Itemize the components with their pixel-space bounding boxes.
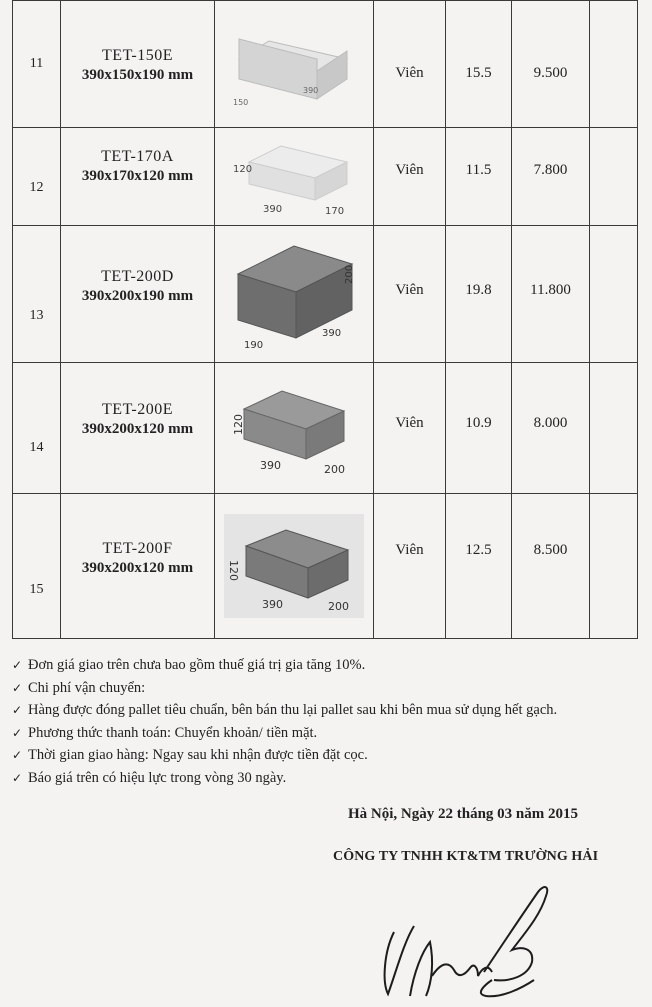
check-icon: ✓ <box>12 658 23 672</box>
note <box>590 1 638 128</box>
note <box>590 494 638 639</box>
product-image-cell <box>215 226 374 363</box>
table-row <box>13 494 638 639</box>
svg-text:120: 120 <box>227 560 240 581</box>
weight: 10.9 <box>446 363 512 494</box>
signature-image <box>374 872 574 1002</box>
table-row <box>13 363 638 494</box>
row-number: 14 <box>13 363 61 494</box>
check-icon: ✓ <box>12 770 23 785</box>
price-table-wrapper <box>12 0 638 638</box>
svg-text:200: 200 <box>344 264 355 284</box>
brick-image <box>224 514 364 618</box>
product-cell <box>61 494 215 639</box>
unit-price: 9.500 <box>512 1 590 128</box>
table-row <box>13 226 638 363</box>
product-dimensions: 390x200x190 mm <box>81 288 194 304</box>
product-dimensions: 390x170x120 mm <box>81 168 194 184</box>
note <box>590 363 638 494</box>
check-icon: ✓ <box>12 703 23 718</box>
terms-list <box>12 654 632 790</box>
product-code: TET-200E <box>102 401 173 418</box>
table-row <box>13 128 638 226</box>
product-code: TET-200D <box>101 268 174 285</box>
product-image-cell <box>215 128 374 226</box>
brick-image <box>229 134 359 219</box>
product-cell <box>61 1 215 128</box>
unit: Viên <box>374 226 446 363</box>
product-dimensions: 390x200x120 mm <box>81 560 194 576</box>
product-image-cell <box>215 1 374 128</box>
svg-text:390: 390 <box>322 328 342 339</box>
product-dimensions: 390x200x120 mm <box>81 421 194 437</box>
product-cell <box>61 363 215 494</box>
svg-text:150: 150 <box>233 98 249 107</box>
weight: 15.5 <box>446 1 512 128</box>
list-item: ✓ Phương thức thanh toán: Chuyển khoản/ tiền mặt. <box>12 722 632 745</box>
brick-image <box>224 234 364 354</box>
weight: 11.5 <box>446 128 512 226</box>
product-cell <box>61 226 215 363</box>
list-item: ✓ Thời gian giao hàng: Ngay sau khi nhận được tiền đặt cọc. <box>12 744 632 767</box>
svg-text:120: 120 <box>233 164 253 175</box>
svg-text:390: 390 <box>260 459 281 472</box>
row-number: 15 <box>13 494 61 639</box>
row-number: 13 <box>13 226 61 363</box>
svg-text:390: 390 <box>263 204 283 215</box>
price-table <box>12 0 638 639</box>
check-icon: ✓ <box>12 748 23 763</box>
brick-image <box>229 19 359 109</box>
row-number: 11 <box>13 1 61 128</box>
svg-text:170: 170 <box>325 206 345 217</box>
svg-text:390: 390 <box>262 598 283 611</box>
unit-price: 7.800 <box>512 128 590 226</box>
svg-text:200: 200 <box>328 600 349 613</box>
svg-text:390: 390 <box>303 86 319 95</box>
weight: 19.8 <box>446 226 512 363</box>
check-icon: ✓ <box>12 680 23 695</box>
list-item: ✓ Báo giá trên có hiệu lực trong vòng 30 ngày. <box>12 767 632 790</box>
list-item: ✓ Hàng được đóng pallet tiêu chuẩn, bên bán thu lại pallet sau khi bên mua sử dụng hết gạch. <box>12 699 632 722</box>
svg-text:120: 120 <box>232 414 245 435</box>
unit: Viên <box>374 494 446 639</box>
svg-text:200: 200 <box>324 463 345 476</box>
unit-price: 8.000 <box>512 363 590 494</box>
unit-price: 11.800 <box>512 226 590 363</box>
note <box>590 128 638 226</box>
product-image-cell <box>215 494 374 639</box>
unit: Viên <box>374 1 446 128</box>
product-dimensions: 390x150x190 mm <box>81 67 194 83</box>
check-icon: ✓ <box>12 725 23 740</box>
product-cell <box>61 128 215 226</box>
unit-price: 8.500 <box>512 494 590 639</box>
brick-image <box>224 373 364 483</box>
product-image-cell <box>215 363 374 494</box>
svg-text:190: 190 <box>244 340 264 351</box>
unit: Viên <box>374 363 446 494</box>
company-name: CÔNG TY TNHH KT&TM TRƯỜNG HẢI <box>333 849 599 864</box>
row-number: 12 <box>13 128 61 226</box>
product-code: TET-170A <box>101 148 174 165</box>
place-date: Hà Nội, Ngày 22 tháng 03 năm 2015 <box>348 806 579 822</box>
product-code: TET-150E <box>102 47 173 64</box>
weight: 12.5 <box>446 494 512 639</box>
product-code: TET-200F <box>102 540 173 557</box>
list-item: ✓ Đơn giá giao trên chưa bao gồm thuế giá trị gia tăng 10%. <box>12 654 632 677</box>
note <box>590 226 638 363</box>
unit: Viên <box>374 128 446 226</box>
table-row <box>13 1 638 128</box>
list-item: ✓ Chi phí vận chuyển: <box>12 677 632 700</box>
